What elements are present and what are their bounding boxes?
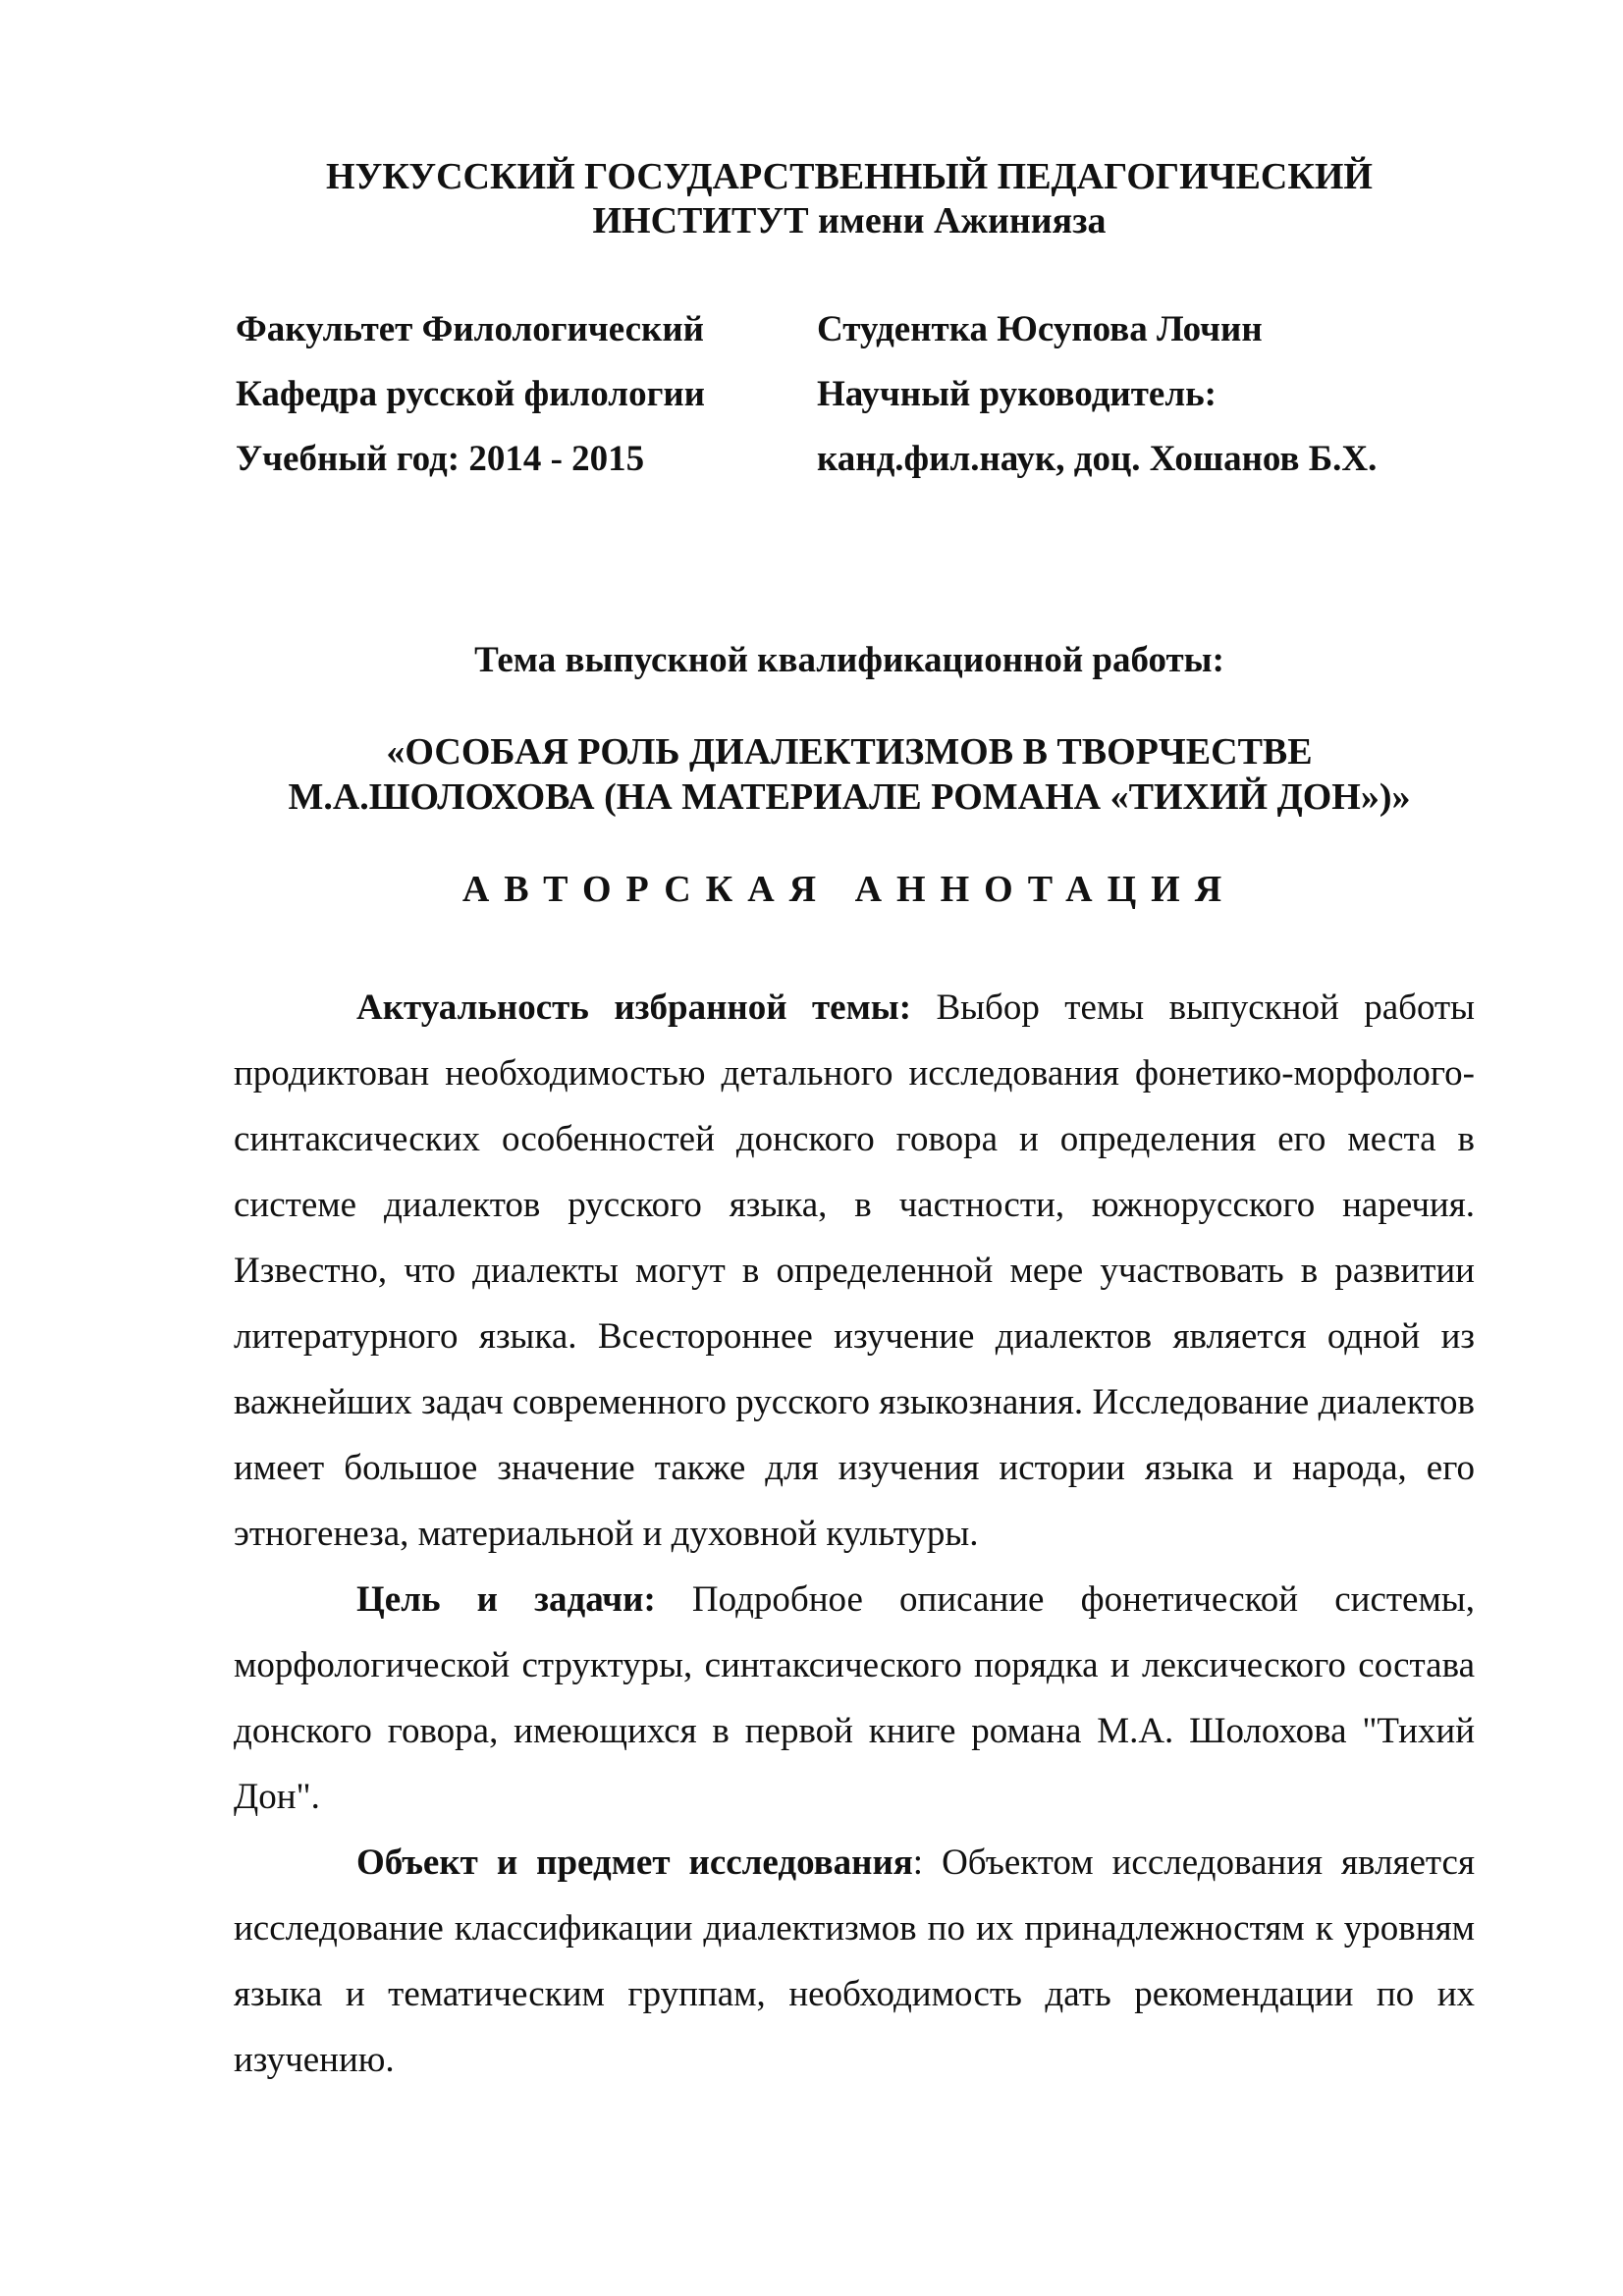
institute-name-line-2: ИНСТИТУТ имени Ажинияза bbox=[592, 200, 1107, 241]
institute-name bbox=[196, 155, 1502, 243]
info-row-2 bbox=[236, 373, 1512, 416]
department-text: Кафедра русской филологии bbox=[236, 374, 706, 414]
section-heading: Актуальность избранной темы: bbox=[356, 988, 912, 1028]
info-row-3 bbox=[236, 438, 1512, 481]
info-row-1 bbox=[236, 308, 1512, 351]
institute-name-line-1: НУКУССКИЙ ГОСУДАРСТВЕННЫЙ ПЕДАГОГИЧЕСКИЙ bbox=[325, 156, 1373, 197]
academic-year-text: Учебный год: 2014 - 2015 bbox=[236, 439, 645, 479]
section-heading: Цель и задачи: bbox=[356, 1579, 656, 1620]
student-text: Студентка Юсупова Лочин bbox=[817, 309, 1263, 349]
supervisor-name: канд.фил.наук, доц. Хошанов Б.Х. bbox=[817, 439, 1378, 479]
section-text: : Объектом исследования является исследование классификации диалектизмов по их принадлежностям к уровням языка и тематическим группам, необходимость дать рекомендации по их изучению. bbox=[234, 1842, 1475, 2080]
section-relevance bbox=[234, 975, 1475, 1567]
topic-title bbox=[196, 729, 1502, 820]
section-text: Выбор темы выпускной работы продиктован необходимостью детального исследования фонетико-морфолого-синтаксических особенностей донского говора и определения его места в системе диалектов русского языка, в частности, южнорусского наречия. Известно, что диалекты могут в определенной мере участвовать в развитии литературного языка. Всестороннее изучение диалектов является одной из важнейших задач современного русского языкознания. Исследование диалектов имеет большое значение также для изучения истории языка и народа, его этногенеза, материальной и духовной культуры. bbox=[234, 988, 1475, 1554]
supervisor-label: Научный руководитель: bbox=[817, 374, 1217, 414]
topic-label: Тема выпускной квалификационной работы: bbox=[474, 640, 1224, 680]
topic-title-line-1: «ОСОБАЯ РОЛЬ ДИАЛЕКТИЗМОВ В ТВОРЧЕСТВЕ bbox=[386, 731, 1313, 773]
topic-title-line-2: М.А.ШОЛОХОВА (НА МАТЕРИАЛЕ РОМАНА «ТИХИЙ ДОН»)» bbox=[288, 776, 1411, 818]
section-text: Подробное описание фонетической системы, морфологической структуры, синтаксического порядка и лексического состава донского говора, имеющихся в первой книге романа М.А. Шолохова "Тихий Дон". bbox=[234, 1579, 1475, 1817]
annotation-body bbox=[234, 975, 1475, 2093]
annotation-heading: АВТОРСКАЯ АННОТАЦИЯ bbox=[461, 869, 1237, 910]
section-heading: Объект и предмет исследования bbox=[356, 1842, 913, 1883]
faculty-text: Факультет Филологический bbox=[236, 309, 704, 349]
section-object bbox=[234, 1830, 1475, 2093]
section-goals bbox=[234, 1567, 1475, 1830]
